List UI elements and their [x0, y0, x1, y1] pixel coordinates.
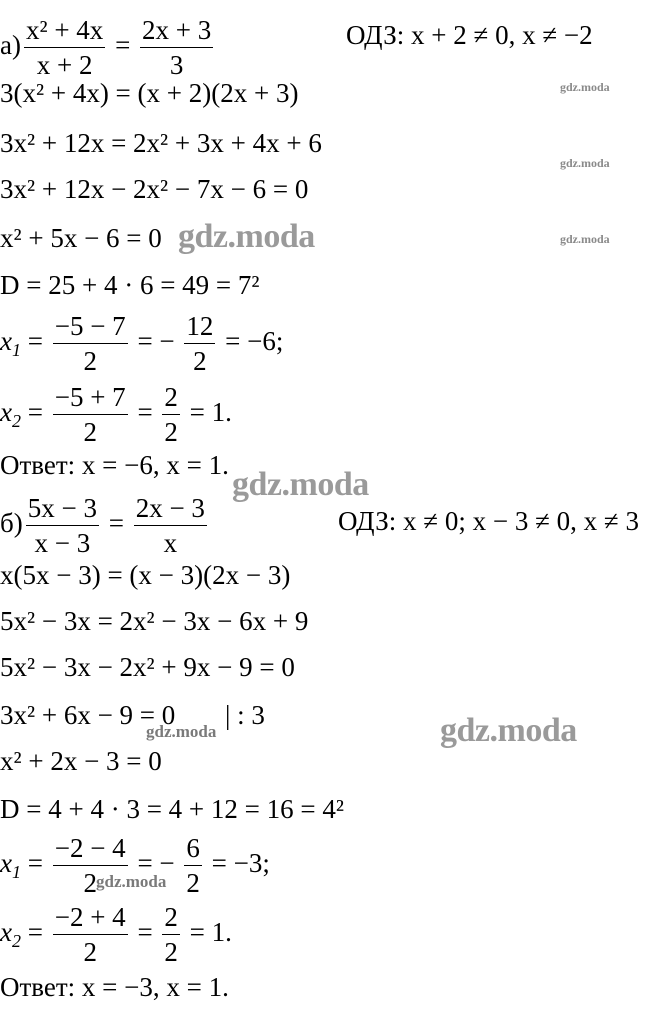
part-b-line: 5x² − 3x − 2x² + 9x − 9 = 0 [0, 652, 295, 682]
fraction: $\frac{\text{x² + 4x}}{x + 2}$ [25, 15, 104, 81]
watermark: gdz.moda [560, 156, 610, 170]
part-a-line: x² + 5x − 6 = 0 [0, 223, 162, 253]
watermark: gdz.moda [146, 722, 217, 741]
part-a-answer: Ответ: x = −6, x = 1. [0, 450, 229, 480]
part-b-root-2: $x_2$ = $\frac{-2 + 4}{2}$ = $\frac{2}{2}$ = 1. [0, 902, 232, 968]
watermark: gdz.moda [178, 218, 315, 255]
part-a-line: 3x² + 12x = 2x² + 3x + 4x + 6 [0, 128, 322, 158]
fraction: $\frac{-2 + 4}{2}$ [54, 902, 126, 968]
part-a-odz: ОДЗ: x + 2 ≠ 0, x ≠ −2 [346, 20, 593, 50]
fraction: $\frac{6}{2}$ [186, 833, 200, 899]
part-b-equation: б) $\frac{5x - 3}{x - 3}$ = $\frac{2x - 3}{x}$ [0, 493, 205, 559]
part-a-line: 3x² + 12x − 2x² − 7x − 6 = 0 [0, 174, 309, 204]
watermark: gdz.moda [232, 466, 369, 503]
watermark: gdz.moda [96, 872, 167, 891]
part-b-line: x(5x − 3) = (x − 3)(2x − 3) [0, 560, 291, 590]
fraction: $\frac{5x - 3}{x - 3}$ [27, 493, 97, 559]
part-b-root-1: $x_1$ = $\frac{-2 - 4}{2}$ = − $\frac{6}{2}$ = −3; [0, 833, 270, 899]
part-b-line: 5x² − 3x = 2x² − 3x − 6x + 9 [0, 606, 309, 636]
part-a-root-1: $x_1$ = $\frac{-5 - 7}{2}$ = − $\frac{12}{2}$ = −6; [0, 311, 284, 377]
part-b-label: б) [0, 508, 23, 539]
part-a-label: а) [0, 30, 21, 61]
part-b-odz: ОДЗ: x ≠ 0; x − 3 ≠ 0, x ≠ 3 [338, 506, 639, 536]
part-b-line: 3x² + 6x − 9 = 0 [0, 700, 176, 730]
part-a-discriminant: D = 25 + 4 · 6 = 49 = 7² [0, 270, 260, 300]
part-b-discriminant: D = 4 + 4 · 3 = 4 + 12 = 16 = 4² [0, 794, 344, 824]
watermark: gdz.moda [560, 80, 610, 94]
fraction: $\frac{-5 - 7}{2}$ [54, 311, 126, 377]
part-a-equation: а) $\frac{\text{x² + 4x}}{x + 2}$ = $\frac{2x + 3}{3}$ [0, 15, 212, 81]
fraction: $\frac{2}{2}$ [164, 382, 178, 448]
fraction: $\frac{2x - 3}{x}$ [135, 493, 205, 559]
part-a-root-2: $x_2$ = $\frac{-5 + 7}{2}$ = $\frac{2}{2}$ = 1. [0, 382, 232, 448]
fraction: $\frac{12}{2}$ [186, 311, 214, 377]
watermark: gdz.moda [440, 712, 577, 749]
part-b-divide-note: | : 3 [225, 700, 265, 730]
fraction: $\frac{2x + 3}{3}$ [142, 15, 212, 81]
part-a-line: 3(x² + 4x) = (x + 2)(2x + 3) [0, 78, 299, 108]
part-b-line: x² + 2x − 3 = 0 [0, 746, 162, 776]
fraction: $\frac{-2 - 4}{2}$ [54, 833, 126, 899]
fraction: $\frac{-5 + 7}{2}$ [54, 382, 126, 448]
watermark: gdz.moda [560, 232, 610, 246]
part-b-answer: Ответ: x = −3, x = 1. [0, 972, 229, 1002]
fraction: $\frac{2}{2}$ [164, 902, 178, 968]
